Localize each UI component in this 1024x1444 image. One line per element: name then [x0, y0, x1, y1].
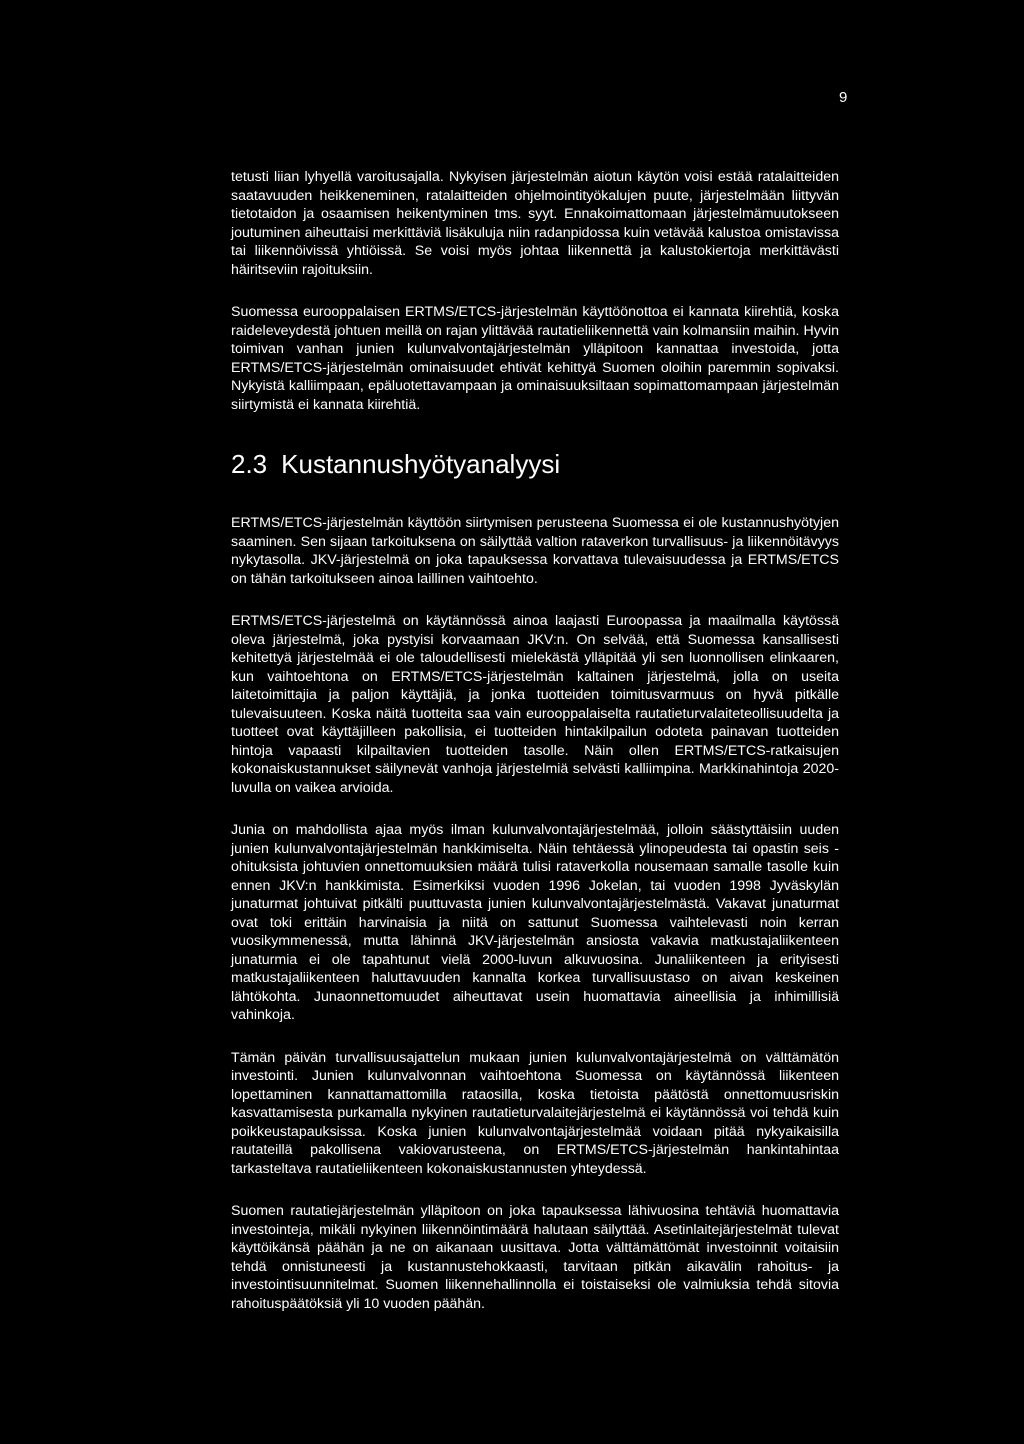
body-paragraph: Junia on mahdollista ajaa myös ilman kulunvalvontajärjestelmää, jolloin säästyttäisiin uuden junien kulunvalvontajärjestelmän hankkimiselta. Näin tehtäessä ylinopeudesta tai opastin seis -ohituksista johtuvien onnettomuuksien määrä tulisi rataverkolla nousemaan samalle tasolle kuin ennen JKV:n hankkimista. Esimerkiksi vuoden 1996 Jokelan, tai vuoden 1998 Jyväskylän junaturmat johtuivat pitkälti puuttuvasta junien kulunvalvontajärjestelmästä. Vakavat junaturmat ovat toki erittäin harvinaisia ja niitä on sattunut Suomessa vaihtelevasti noin kerran vuosikymmenessä, mutta lähinnä JKV-järjestelmän ansiosta vakavia matkustajaliikenteen junaturmia ei ole tapahtunut vielä 2000-luvun alkuvuosina. Junaliikenteen ja erityisesti matkustajaliikenteen haluttavuuden kannalta korkea turvallisuustaso on aivan keskeinen lähtökohta. Junaonnettomuudet aiheuttavat usein huomattavia aineellisia ja inhimillisiä vahinkoja. — [231, 822, 839, 1023]
section-number: 2.3 — [231, 449, 268, 479]
document-body — [231, 168, 839, 1337]
page-number: 9 — [839, 89, 848, 106]
body-paragraph: tetusti liian lyhyellä varoitusajalla. Nykyisen järjestelmän aiotun käytön voisi estää ratalaitteiden saatavuuden heikkeneminen, ratalaitteiden ohjelmointityökalujen puute, järjestelmään liittyvän tietotaidon ja osaamisen heikentyminen tms. syyt. Ennakoimattomaan järjestelmämuutokseen joutuminen aiheuttaisi merkittäviä lisäkuluja niin radanpidossa kuin vetävää kalustoa omistavissa tai liikennöivissä yhtiöissä. Se voisi myös johtaa liikennettä ja kalustokiertoja merkittävästi häiritseviin rajoituksiin. — [231, 169, 839, 278]
section-title: Kustannushyötyanalyysi — [281, 449, 561, 479]
body-paragraph: Suomessa eurooppalaisen ERTMS/ETCS-järjestelmän käyttöönottoa ei kannata kiirehtiä, koska raideleveydestä johtuen meillä on rajan ylittävää rautatieliikennettä vain kolmansiin maihin. Hyvin toimivan vanhan junien kulunvalvontajärjestelmän ylläpitoon kannattaa investoida, jotta ERTMS/ETCS-järjestelmän ominaisuudet ehtivät kehittyä Suomen oloihin paremmin sopivaksi. Nykyistä kalliimpaan, epäluotettavampaan ja ominaisuuksiltaan sopimattomampaan järjestelmän siirtymistä ei kannata kiirehtiä. — [231, 304, 839, 413]
body-paragraph: ERTMS/ETCS-järjestelmän käyttöön siirtymisen perusteena Suomessa ei ole kustannushyötyjen saaminen. Sen sijaan tarkoituksena on säilyttää valtion rataverkon turvallisuus- ja liikennöitävyys nykytasolla. JKV-järjestelmä on joka tapauksessa korvattava tulevaisuudessa ja ERTMS/ETCS on tähän tarkoitukseen ainoa laillinen vaihtoehto. — [231, 515, 839, 587]
body-paragraph: Suomen rautatiejärjestelmän ylläpitoon on joka tapauksessa lähivuosina tehtäviä huomattavia investointeja, mikäli nykyinen liikennöintimäärä halutaan säilyttää. Asetinlaitejärjestelmät tulevat käyttöikänsä päähän ja ne on aikanaan uusittava. Jotta välttämättömät investoinnit voitaisiin tehdä onnistuneesti ja kustannustehokkaasti, tarvitaan pitkän aikavälin rahoitus- ja investointisuunnitelmat. Suomen liikennehallinnolla ei toistaiseksi ole valmiuksia tehdä sitovia rahoituspäätöksiä yli 10 vuoden päähän. — [231, 1203, 839, 1312]
body-paragraph: Tämän päivän turvallisuusajattelun mukaan junien kulunvalvontajärjestelmä on välttämätön investointi. Junien kulunvalvonnan vaihtoehtona Suomessa on käytännössä liikenteen lopettaminen kannattamattomilla rataosilla, koska tietoista päätöstä onnettomuusriskin kasvattamisesta purkamalla nykyinen rautatieturvalaitejärjestelmä ei käytännössä voi tehdä kuin poikkeustapauksissa. Koska junien kulunvalvontajärjestelmää voidaan pitää nykyaikaisilla rautateillä pakollisena vakiovarusteena, on ERTMS/ETCS-järjestelmän hankintahintaa tarkasteltava rautatieliikenteen kokonaiskustannusten yhteydessä. — [231, 1049, 839, 1177]
section-heading — [231, 448, 839, 480]
body-paragraph: ERTMS/ETCS-järjestelmä on käytännössä ainoa laajasti Euroopassa ja maailmalla käytössä oleva järjestelmä, joka pystyisi korvaamaan JKV:n. On selvää, että Suomessa kansallisesti kehitettyä järjestelmää ei ole taloudellisesti mielekästä ylläpitää yli sen luonnollisen elinkaaren, kun vaihtoehtona on ERTMS/ETCS-järjestelmän kaltainen järjestelmä, jolla on useita laitetoimittajia ja paljon käyttäjiä, ja jonka tuotteiden toimitusvarmuus on hyvä pitkälle tulevaisuuteen. Koska näitä tuotteita saa vain eurooppalaiselta rautatieturvalaiteteollisuudelta ja tuotteet ovat käyttäjilleen pakollisia, ei tuotteiden hintakilpailun odoteta painavan tuotteiden hintoja vapaasti kilpailtavien tuotteiden tasolle. Näin ollen ERTMS/ETCS-ratkaisujen kokonaiskustannukset säilynevät vanhoja järjestelmiä selvästi kalliimpina. Markkinahintoja 2020-luvulla on vaikea arvioida. — [231, 613, 839, 796]
